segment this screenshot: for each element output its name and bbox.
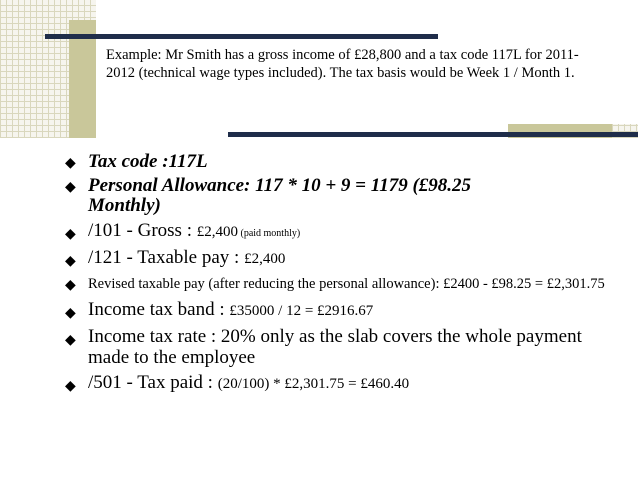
bullet-text: Income tax band :	[88, 299, 230, 320]
diamond-bullet-icon: ◆	[65, 306, 76, 321]
decorative-navy-bar-middle	[228, 132, 638, 137]
bullet-value: £2,400	[244, 251, 286, 267]
bullet-item-income-tax-band	[64, 299, 634, 322]
bullet-note: (paid monthly)	[237, 228, 301, 239]
bullet-list	[64, 152, 634, 395]
bullet-value: (20/100) * £2,301.75 = £460.40	[217, 376, 410, 392]
diamond-bullet-icon: ◆	[65, 227, 76, 242]
bullet-item-tax-paid	[64, 372, 634, 395]
bullet-text: /101 - Gross :	[88, 220, 197, 241]
decorative-navy-bar-top	[45, 34, 438, 39]
bullet-item-tax-code	[64, 152, 634, 172]
bullet-item-personal-allowance	[64, 176, 634, 216]
diamond-bullet-icon: ◆	[65, 254, 76, 269]
bullet-text: Income tax rate : 20% only as the slab covers the whole payment made to the employee	[88, 326, 582, 368]
bullet-item-taxable-pay	[64, 247, 634, 270]
diamond-bullet-icon: ◆	[65, 180, 76, 195]
diamond-bullet-icon: ◆	[65, 379, 76, 394]
bullet-text: /501 - Tax paid :	[88, 372, 218, 393]
bullet-item-income-tax-rate	[64, 326, 634, 368]
bullet-item-revised-taxable-pay	[64, 276, 634, 292]
bullet-text: Tax code :117L	[88, 151, 208, 172]
diamond-bullet-icon: ◆	[65, 156, 76, 171]
bullet-value: £35000 / 12 = £2916.67	[229, 303, 374, 319]
example-paragraph: Example: Mr Smith has a gross income of £28,800 and a tax code 117L for 2011-2012 (technical wage types included). The tax basis would be Week 1 / Month 1.	[106, 47, 579, 81]
bullet-value: £2,400	[196, 224, 238, 240]
bullet-item-gross	[64, 220, 634, 244]
diamond-bullet-icon: ◆	[65, 333, 76, 348]
diamond-bullet-icon: ◆	[65, 278, 76, 293]
bullet-text: Revised taxable pay (after reducing the personal allowance): £2400 - £98.25 = £2,301.75	[88, 276, 605, 292]
bullet-text: Personal Allowance: 117 * 10 + 9 = 1179 (£98.25 Monthly)	[88, 175, 472, 216]
bullet-text: /121 - Taxable pay :	[88, 247, 245, 268]
